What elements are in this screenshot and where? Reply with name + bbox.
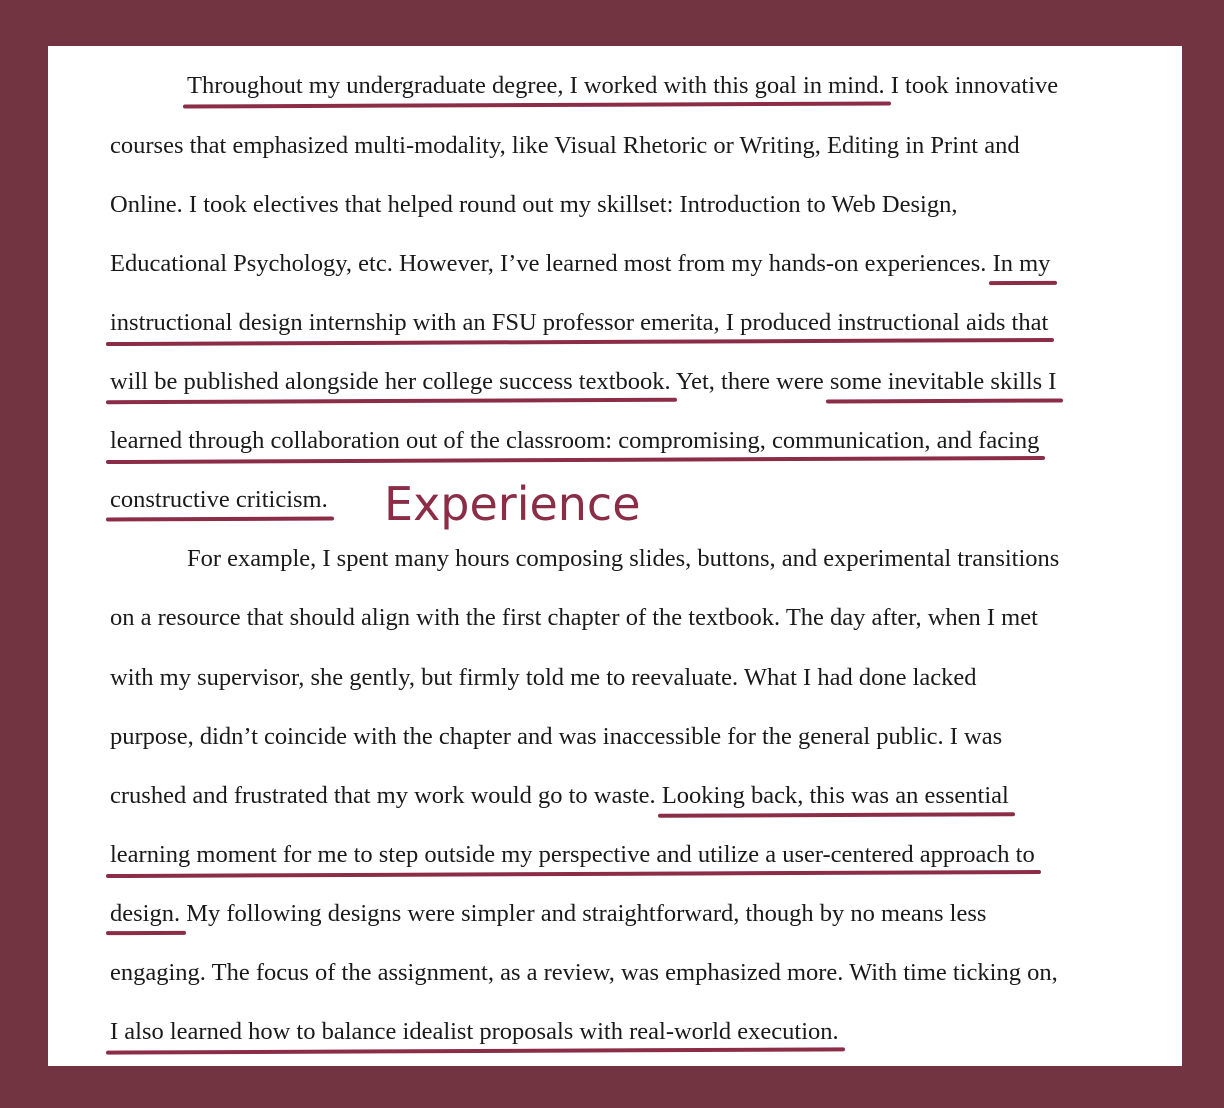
highlighted-phrase: I also learned how to balance idealist proposals with real-world execution.: [110, 1018, 839, 1045]
paragraph-2-line-4: purpose, didn’t coincide with the chapter and was inaccessible for the general public. I was: [110, 723, 1003, 750]
paragraph-2-line-5: [110, 781, 1009, 811]
highlighted-phrase: will be published alongside her college success textbook.: [110, 368, 671, 395]
paragraph-2-line-1: For example, I spent many hours composing slides, buttons, and experimental transitions: [187, 545, 1060, 572]
document-page: [48, 46, 1182, 1066]
highlighted-phrase: learning moment for me to step outside my perspective and utilize a user-centered approach to: [110, 841, 1035, 868]
text-span: Educational Psychology, etc. However, I’ve learned most from my hands-on experiences.: [110, 250, 993, 277]
paragraph-1-line-2: courses that emphasized multi-modality, like Visual Rhetoric or Writing, Editing in Print and: [110, 132, 1020, 159]
text-span: Yet, there were: [670, 368, 830, 395]
paragraph-2-line-7: [110, 899, 986, 929]
text-span: My following designs were simpler and straightforward, though by no means less: [180, 900, 987, 927]
highlighted-phrase: Throughout my undergraduate degree, I worked with this goal in mind.: [187, 72, 885, 99]
highlighted-phrase: instructional design internship with an FSU professor emerita, I produced instructional aids that: [110, 309, 1049, 336]
text-span: crushed and frustrated that my work would go to waste.: [110, 782, 662, 809]
highlighted-phrase: In my: [992, 250, 1051, 277]
paragraph-1-line-3: Online. I took electives that helped round out my skillset: Introduction to Web Design,: [110, 191, 958, 218]
paragraph-1-line-8: [110, 485, 328, 515]
paragraph-2-line-8: engaging. The focus of the assignment, as a review, was emphasized more. With time ticking on,: [110, 959, 1058, 986]
text-span: I took innovative: [884, 72, 1059, 99]
paragraph-2-line-9: [110, 1017, 839, 1047]
highlighted-phrase: constructive criticism.: [110, 486, 328, 513]
paragraph-1-line-5: [110, 308, 1048, 338]
paragraph-1-line-6: [110, 367, 1056, 397]
paragraph-1-line-1: [187, 71, 1058, 101]
paragraph-2-line-2: on a resource that should align with the first chapter of the textbook. The day after, when I met: [110, 604, 1038, 631]
experience-heading: Experience: [384, 477, 641, 531]
highlighted-phrase: Looking back, this was an essential: [661, 782, 1009, 809]
paragraph-1-line-7: [110, 426, 1039, 456]
paragraph-2-line-3: with my supervisor, she gently, but firmly told me to reevaluate. What I had done lacked: [110, 664, 977, 691]
highlighted-phrase: some inevitable skills I: [829, 368, 1057, 395]
highlighted-phrase: design.: [110, 900, 181, 927]
paragraph-2-line-6: [110, 840, 1035, 870]
paragraph-1-line-4: [110, 249, 1050, 279]
highlighted-phrase: learned through collaboration out of the classroom: compromising, communication, and facing: [110, 427, 1040, 454]
